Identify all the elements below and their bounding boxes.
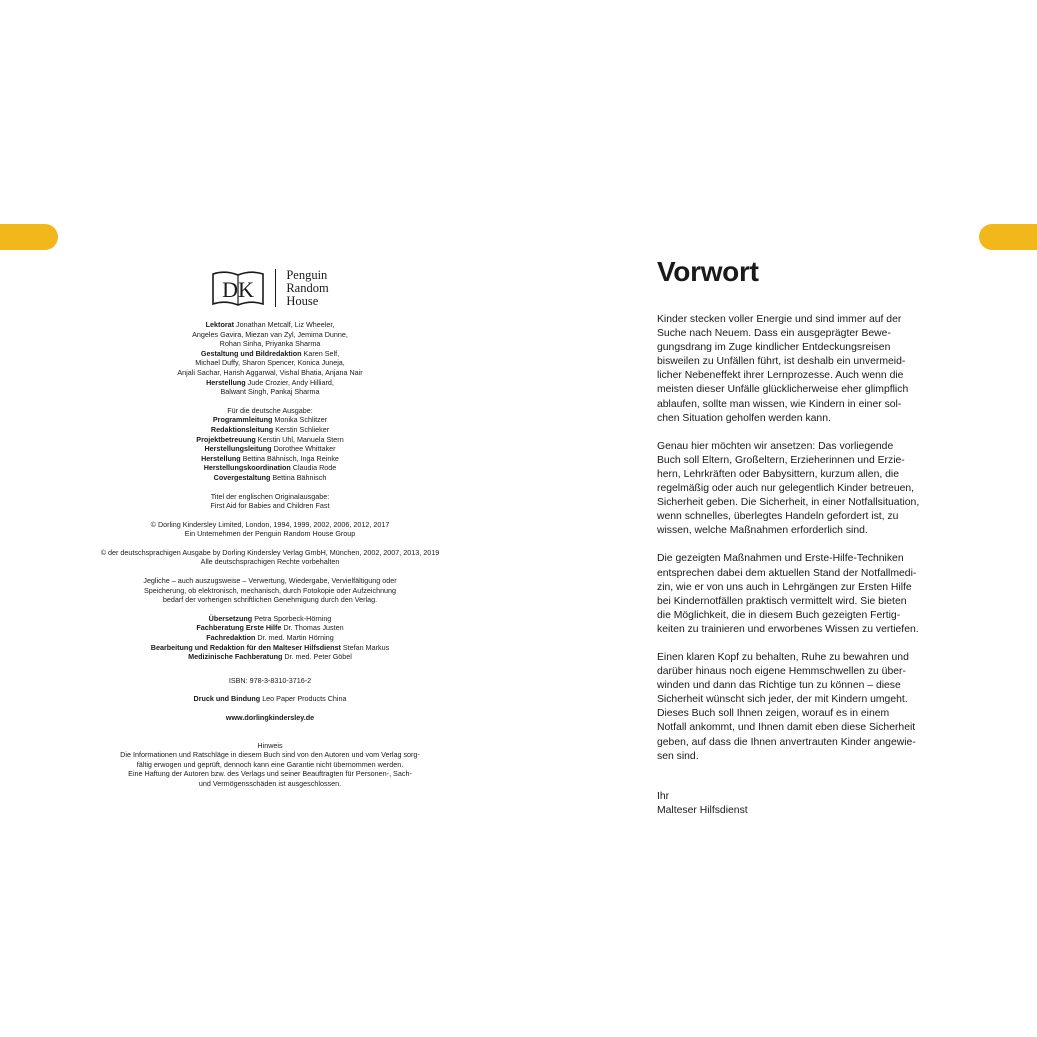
wordmark-line: Penguin: [286, 267, 328, 282]
publisher-website: www.dorlingkindersley.de: [225, 713, 315, 722]
copyright-notice: © Dorling Kindersley Limited, London, 1994, 1999, 2002, 2006, 2012, 2017 Ein Unternehmen der Penguin Random House Group: [150, 519, 390, 539]
foreword-body: [657, 313, 937, 818]
credit-line: Angeles Gavira, Miezan van Zyl, Jemima Dunne,: [192, 329, 348, 339]
paragraph: Genau hier möchten wir ansetzen: Das vorliegende Buch soll Eltern, Großeltern, Erzieherinnen und Erzie- hern, Lehrkräften oder Babysittern, kurzum allen, die regelmäßig oder auch nur gelegentlich Kinder betreuen, Sicherheit geben. Die Sicherheit, in einer Notfallsituation, wenn schnelles, überlegtes Handeln gefordert ist, zu wissen, welche Maßnahmen erforderlich sind.: [657, 440, 920, 537]
paragraph: Einen klaren Kopf zu behalten, Ruhe zu bewahren und darüber hinaus noch eigene Hemmschwellen zu über- winden und dann das Richtige tun zu können – diese Sicherheit wünscht sich jeder, der mit Kindern umgeht. Dieses Buch soll Ihnen zeigen, worauf es in einem Notfall ankommt, und Ihnen damit eben diese Sicherheit geben, auf dass die Ihnen anvertrauten Kinder angewie- sen sind.: [657, 651, 916, 762]
credit-line: Bearbeitung und Redaktion für den Malteser Hilfsdienst Stefan Markus: [150, 642, 390, 652]
german-edition-heading: Für die deutsche Ausgabe:: [227, 405, 313, 415]
paragraph: Kinder stecken voller Energie und sind immer auf der Suche nach Neuem. Dass ein ausgeprägter Bewe- gungsdrang im Zuge kindlicher Entdeckungsreisen bisweilen zu Unfällen führt, ist deshalb ein unvermeid- licher Nebeneffekt ihrer Lernprozesse. Auch wenn die meisten dieser Unfälle glücklicherweise eher glimpflich ablaufen, sollte man wissen, wie Kindern in einer sol- chen Situation geholfen werden kann.: [657, 314, 909, 424]
rights-notice: Jegliche – auch auszugsweise – Verwertung, Wiedergabe, Vervielfältigung oder Speicherung, ob elektronisch, mechanisch, durch Fotokopie oder Aufzeichnung bedarf der vorherigen schriftlichen Genehmigung durch den Verlag.: [143, 576, 397, 605]
translation-credits: [60, 614, 480, 662]
credit-line: Programmleitung Monika Schlitzer: [212, 415, 328, 425]
notice-heading: Hinweis: [257, 740, 283, 750]
credit-line: Redaktionsleitung Kerstin Schlieker: [210, 424, 330, 434]
credit-line: Anjali Sachar, Harish Aggarwal, Vishal Bhatia, Anjana Nair: [177, 367, 363, 377]
logo-divider: [275, 269, 276, 307]
credit-line: Übersetzung Petra Sporbeck-Hörning: [208, 613, 332, 623]
wordmark-line: House: [286, 293, 319, 308]
yellow-edge-tab-right: [979, 224, 1037, 250]
credit-line: Herstellungsleitung Dorothee Whittaker: [204, 444, 336, 454]
original-title: Titel der englischen Originalausgabe: First Aid for Babies and Children Fast: [210, 491, 330, 511]
dk-logo-icon: [211, 268, 265, 308]
english-credits: [60, 320, 480, 397]
isbn: ISBN: 978-3-8310-3716-2: [228, 675, 312, 685]
wordmark-line: Random: [286, 280, 329, 295]
penguin-random-house-wordmark: [286, 269, 328, 308]
credit-line: Fachredaktion Dr. med. Martin Hörning: [206, 633, 334, 643]
dk-logo-text: DK: [222, 277, 255, 302]
credit-line: Gestaltung und Bildredaktion Karen Self,: [200, 348, 340, 358]
credit-line: Herstellung Bettina Bähnisch, Inga Reinke: [201, 453, 339, 463]
credit-line: Michael Duffy, Sharon Spencer, Konica Juneja,: [195, 358, 345, 368]
print-credit: Druck und Bindung Leo Paper Products China: [193, 694, 347, 704]
credit-line: Fachberatung Erste Hilfe Dr. Thomas Justen: [196, 623, 344, 633]
german-copyright-notice: © der deutschsprachigen Ausgabe by Dorling Kindersley Verlag GmbH, München, 2002, 2007, 2013, 2019 Alle deutschsprachigen Rechte vorbehalten: [100, 547, 440, 567]
disclaimer-notice: Hinweis Die Informationen und Ratschläge in diesem Buch sind von den Autoren und vom Verlag sorg- fältig erwogen und geprüft, dennoch kann eine Garantie nicht übernommen werden. Eine Haftung der Autoren bzw. des Verlags und seiner Beauftragten für Personen-, Sach- und Vermögensschäden ist ausgeschlossen.: [60, 741, 480, 789]
credit-line: Covergestaltung Bettina Bähnisch: [213, 472, 327, 482]
page-title: Vorwort: [657, 256, 759, 287]
paragraph: Die gezeigten Maßnahmen und Erste-Hilfe-Techniken entsprechen dabei dem aktuellen Stand der Notfallmedi- zin, wie er von uns auch in Lehrgängen zur Ersten Hilfe bei Kindernotfällen praktisch vermittelt wird. Sie bieten die Möglichkeit, die in diesem Buch gezeigten Fertig- keiten zu trainieren und erworbenes Wissen zu vertiefen.: [657, 553, 919, 635]
credit-line: Medizinische Fachberatung Dr. med. Peter Göbel: [188, 652, 352, 662]
signature: Ihr Malteser Hilfsdienst: [657, 790, 748, 816]
credit-line: Herstellung Jude Crozier, Andy Hilliard,: [206, 377, 334, 387]
credit-line: Balwant Singh, Pankaj Sharma: [220, 387, 320, 397]
german-credits: [60, 406, 480, 483]
credit-line: Rohan Sinha, Priyanka Sharma: [219, 339, 321, 349]
credit-line: Herstellungskoordination Claudia Rode: [203, 463, 337, 473]
yellow-edge-tab-left: [0, 224, 58, 250]
imprint-page: [60, 268, 480, 798]
publisher-logo: [60, 268, 480, 308]
credit-line: Lektorat Jonathan Metcalf, Liz Wheeler,: [205, 320, 335, 329]
credit-line: Projektbetreuung Kerstin Uhl, Manuela Stern: [196, 434, 344, 444]
